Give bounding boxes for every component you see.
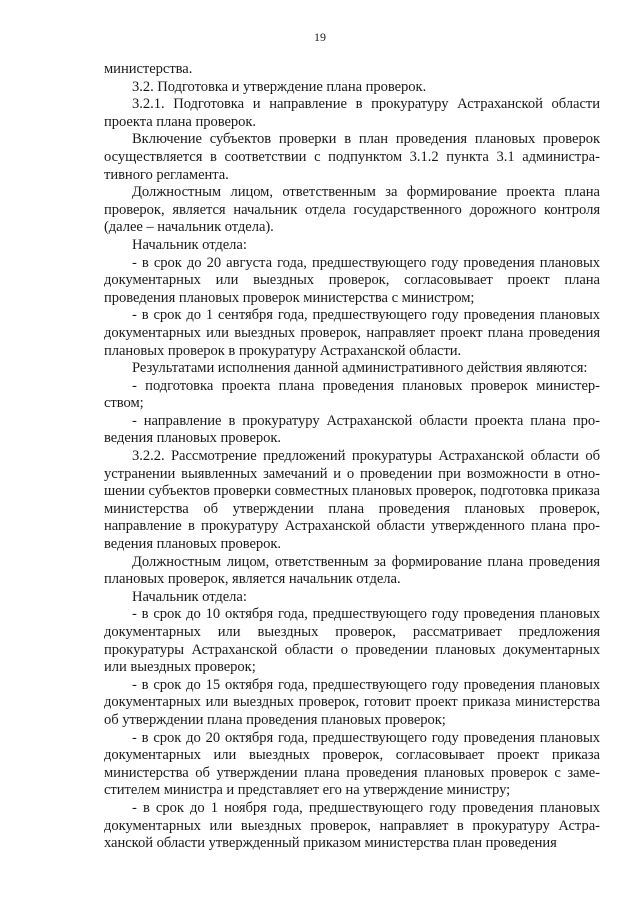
list-item: - в срок до 10 октября года, предшествующего году проведения плановых документарных или выездных проверок, рассматривает предложения прокуратуры Астраханской области о проведении плановых документарных или выездных проверок; xyxy=(104,606,600,676)
list-item: - в срок до 1 сентября года, предшествующего году проведения плановых документарных или выездных проверок, направляет проект плана проведения плановых проверок в прокуратуру Астраханской области. xyxy=(104,307,600,359)
list-item: - в срок до 1 ноября года, предшествующего году проведения плановых документарных или выездных проверок, направляет в прокуратуру Астраханской области утвержденный приказом министерства план проведения xyxy=(104,799,600,852)
list-item: - подготовка проекта плана проведения плановых проверок министерством; xyxy=(104,377,600,412)
section-heading: 3.2. Подготовка и утверждение плана проверок. xyxy=(132,78,427,95)
paragraph: Начальник отдела: xyxy=(132,588,247,605)
paragraph: Должностным лицом, ответственным за формирование плана проведения плановых проверок, является начальник отдела. xyxy=(104,553,600,588)
paragraph: Результатами исполнения данной административного действия являются: xyxy=(132,360,588,377)
subsection-heading: 3.2.2. Рассмотрение предложений прокуратуры Астраханской области об устранении выявленных замечаний и о проведении при возможности в отношении субъектов проверки совместных плановых проверок, подготовка приказа министерства об утверждении плана проведения плановых проверок, направление в прокуратуру Астраханской области утвержденного плана проведения плановых проверок. xyxy=(104,448,600,553)
document-body xyxy=(104,61,600,853)
paragraph: Включение субъектов проверки в план проведения плановых проверок осуществляется в соответствии с подпунктом 3.1.2 пункта 3.1 административного регламента. xyxy=(104,131,600,183)
subsection-heading: 3.2.1. Подготовка и направление в прокуратуру Астраханской области проекта плана проверок. xyxy=(104,96,600,130)
list-item: - в срок до 20 октября года, предшествующего году проведения плановых документарных или выездных проверок, согласовывает проект приказа министерства об утверждении плана проведения плановых проверок с заместителем министра и представляет его на утверждение министру; xyxy=(104,729,600,799)
paragraph: министерства. xyxy=(104,61,193,77)
paragraph: Должностным лицом, ответственным за формирование проекта плана проверок, является начальник отдела государственного дорожного контроля (далее – начальник отдела). xyxy=(104,184,600,236)
page-number: 19 xyxy=(314,30,326,44)
paragraph: Начальник отдела: xyxy=(132,236,247,253)
list-item: - в срок до 15 октября года, предшествующего году проведения плановых документарных или выездных проверок, готовит проект приказа министерства об утверждении плана проведения плановых проверок; xyxy=(104,676,600,728)
list-item: - в срок до 20 августа года, предшествующего году проведения плановых документарных или выездных проверок, согласовывает проект плана проведения плановых проверок министерства с министром; xyxy=(104,254,600,306)
list-item: - направление в прокуратуру Астраханской области проекта плана проведения плановых проверок. xyxy=(104,412,600,447)
